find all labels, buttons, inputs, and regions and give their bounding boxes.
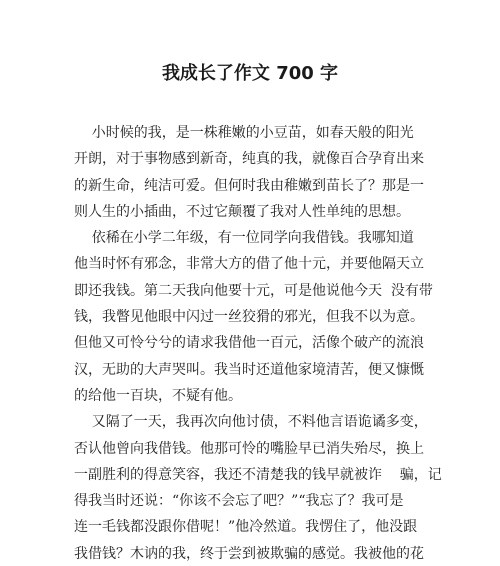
- text-line: 我借钱？木讷的我，终于尝到被欺骗的感觉。我被他的花: [74, 545, 424, 562]
- text-line: 则人生的小插曲，不过它颠覆了我对人性单纯的思想。: [74, 203, 410, 220]
- text-line: 得我当时还说：“你该不会忘了吧？”“我忘了？我可是: [74, 493, 404, 510]
- text-line: 又隔了一天，我再次向他讨债，不料他言语诡谲多变，: [74, 414, 428, 431]
- text-line: 汉，无助的大声哭叫。我当时还道他家境清苦，便又慷慨: [74, 361, 424, 378]
- document-title: 我成长了作文 700 字: [161, 63, 339, 84]
- text-line: 依稀在小学二年级，有一位同学向我借钱。我哪知道: [74, 230, 414, 247]
- text-line: 开朗，对于事物感到新奇，纯真的我，就像百合孕育出来: [74, 151, 424, 168]
- text-line: 一副胜利的得意笑容，我还不清楚我的钱早就被诈 骗，记: [74, 466, 442, 483]
- text-line: 但他又可怜兮兮的请求我借他一百元，活像个破产的流浪: [74, 335, 424, 352]
- text-line: 小时候的我，是一株稚嫩的小豆苗，如春天般的阳光: [74, 125, 414, 141]
- text-line: 即还我钱。第二天我向他要十元，可是他说他今天 没有带: [74, 282, 433, 299]
- document-body: [74, 120, 442, 566]
- text-line: 的新生命，纯洁可爱。但何时我由稚嫩到苗长了？那是一: [74, 177, 424, 194]
- text-line: 钱，我瞥见他眼中闪过一丝狡猾的邪光，但我不以为意。: [74, 309, 424, 326]
- text-line: 他当时怀有邪念，非常大方的借了他十元，并要他隔天立: [74, 256, 424, 273]
- text-line: 否认他曾向我借钱。他那可怜的嘴脸早已消失殆尽，换上: [74, 440, 424, 457]
- text-line: 连一毛钱都没跟你借呢！”他冷然道。我愣住了，他没跟: [74, 519, 418, 536]
- text-line: 的给他一百块，不疑有他。: [74, 387, 242, 404]
